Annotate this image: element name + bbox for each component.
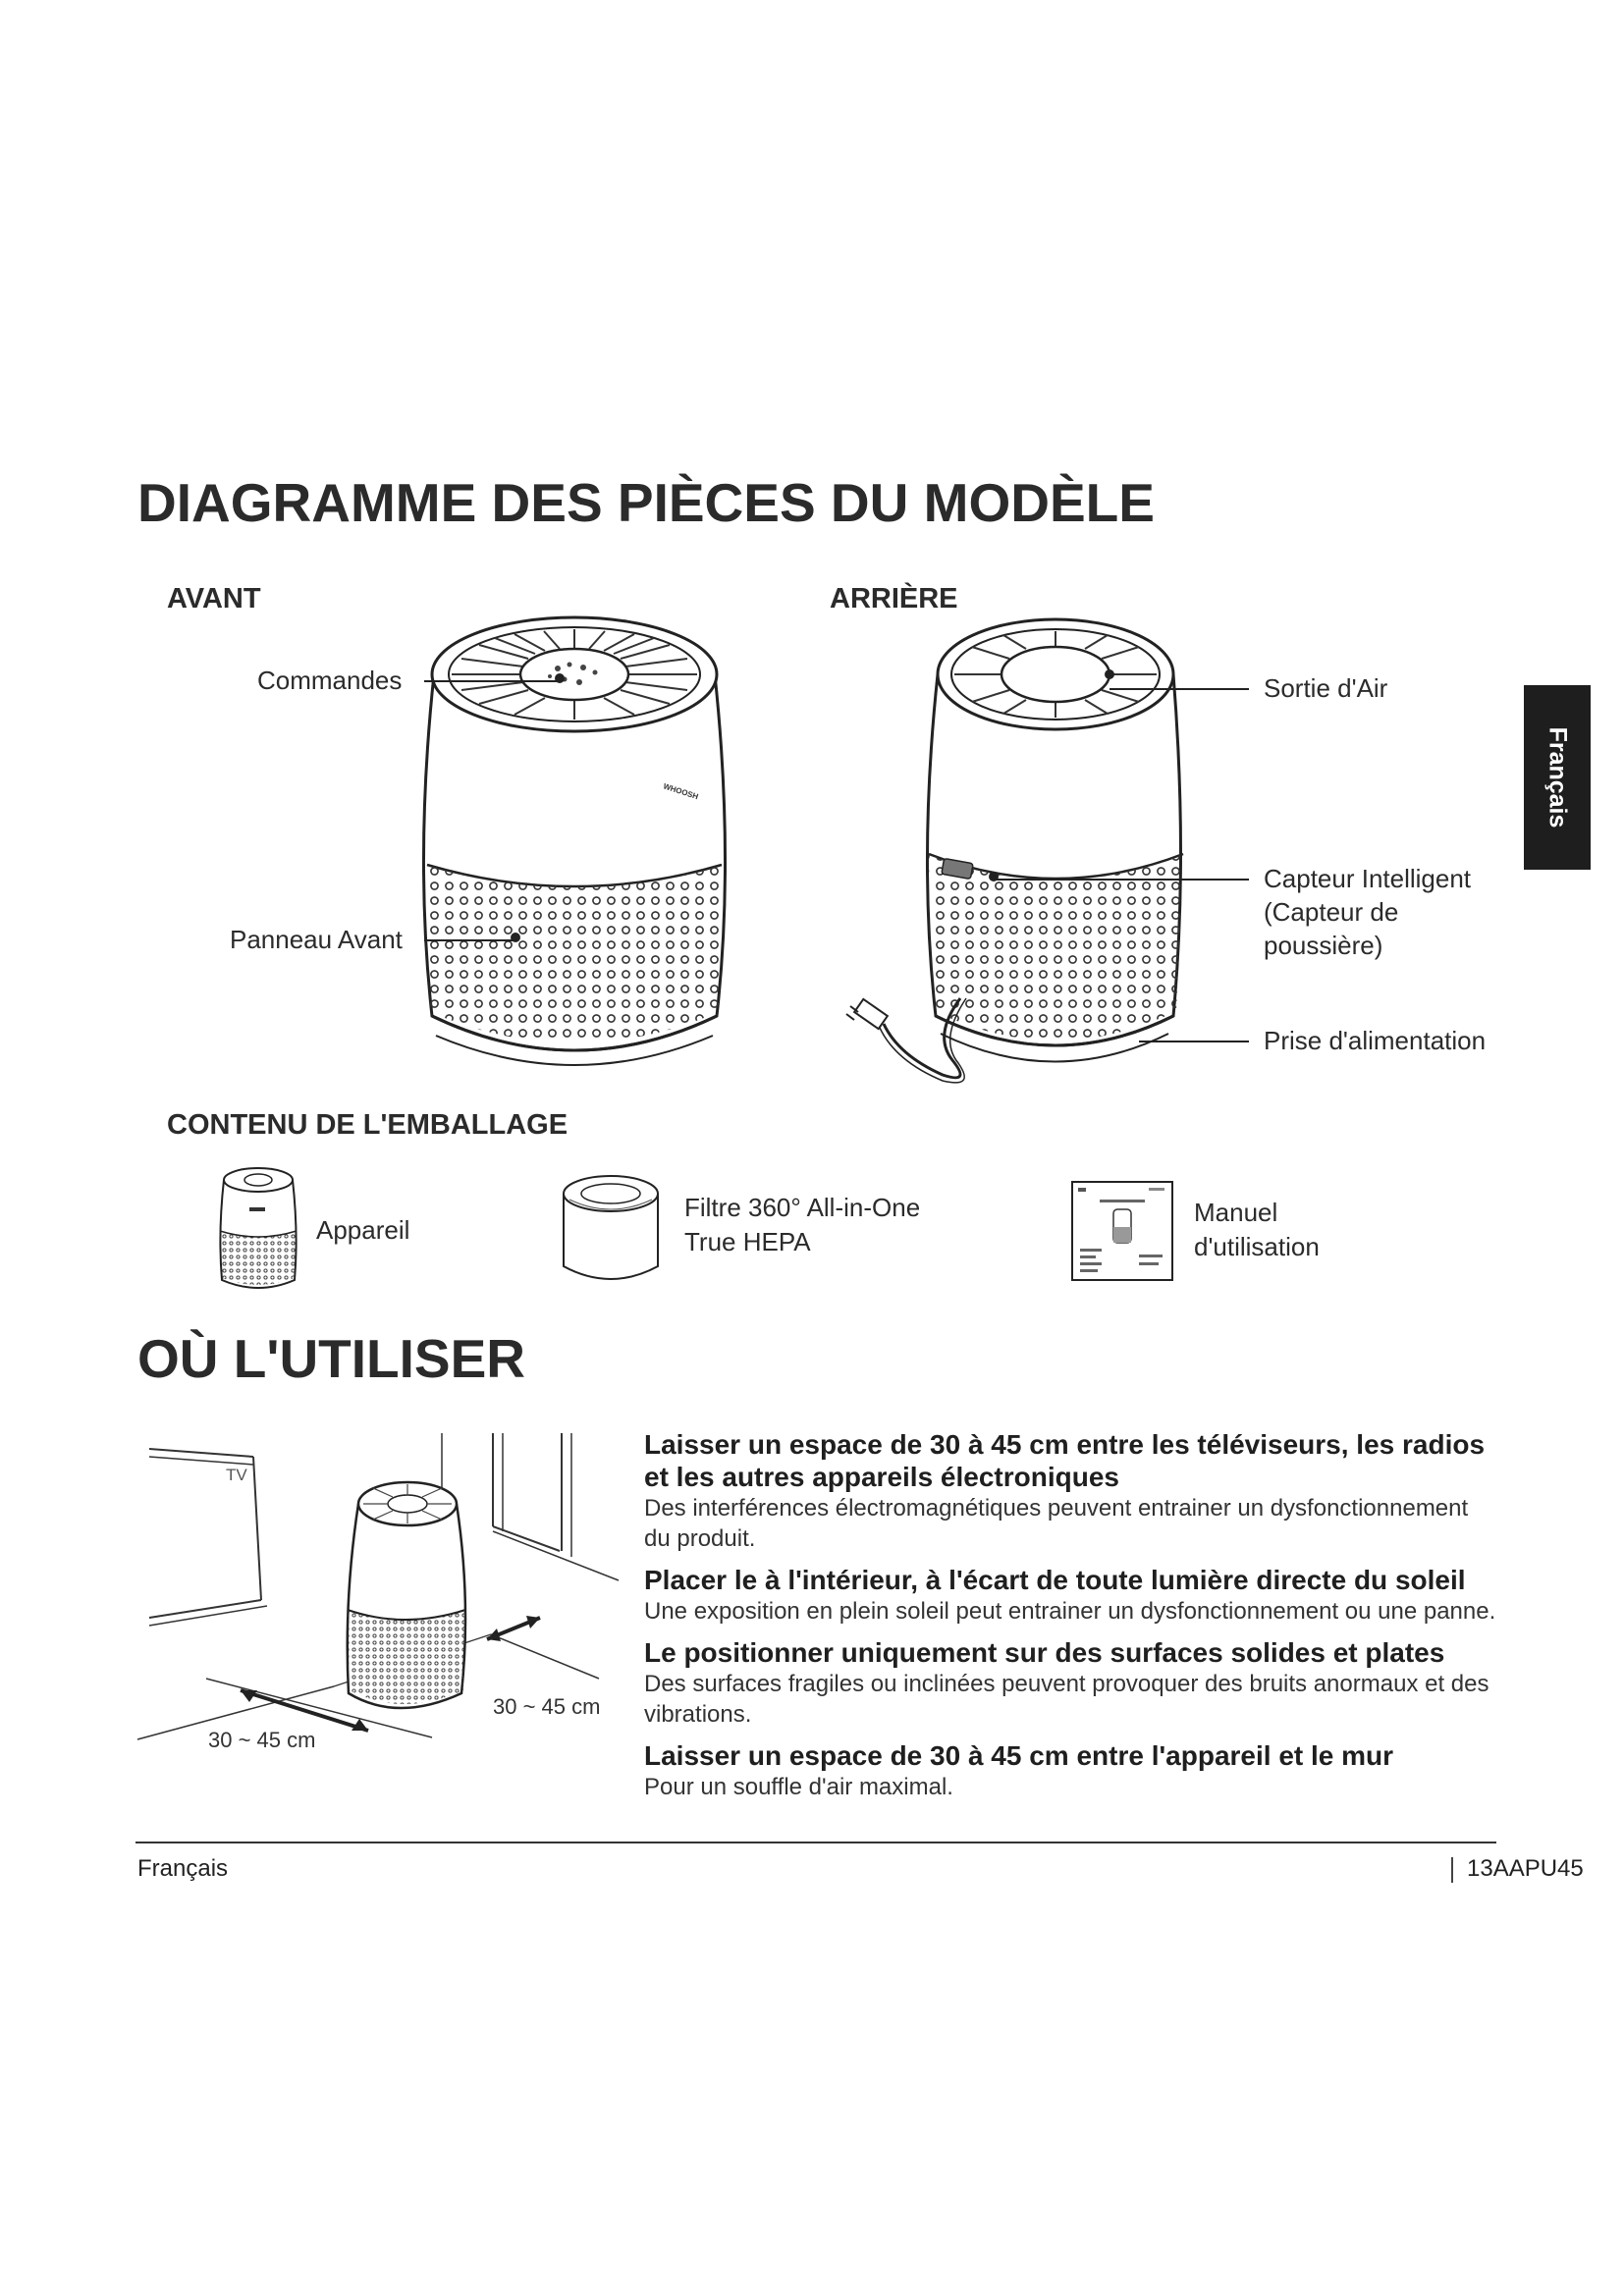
tip-4 — [644, 1739, 1498, 1802]
footer-language: Français — [137, 1855, 229, 1882]
label-power-plug: Prise d'alimentation — [1264, 1026, 1487, 1055]
front-heading: AVANT — [167, 583, 261, 614]
package-item-filter-line2: True HEPA — [684, 1227, 811, 1256]
placement-tips — [644, 1428, 1498, 1802]
tip-2-title: Placer le à l'intérieur, à l'écart de toute lumière directe du soleil — [644, 1565, 1466, 1595]
where-title: OÙ L'UTILISER — [137, 1328, 526, 1389]
tip-1-title: Laisser un espace de 30 à 45 cm entre les téléviseurs, les radios et les autres appareils électroniques — [644, 1429, 1486, 1492]
distance-tv-label: 30 ~ 45 cm — [208, 1728, 316, 1752]
tip-2 — [644, 1564, 1498, 1627]
footer-model-text: 13AAPU45 — [1467, 1855, 1584, 1882]
package-unit-icon — [214, 1164, 302, 1298]
footer-divider — [135, 1842, 1496, 1843]
label-air-outlet: Sortie d'Air — [1264, 673, 1388, 703]
back-heading: ARRIÈRE — [830, 583, 958, 614]
side-tab-label: Français — [1543, 726, 1572, 828]
footer-model — [1451, 1855, 1591, 1883]
front-logo: WHOOSH — [662, 781, 700, 802]
label-smart-sensor: Capteur Intelligent — [1264, 864, 1472, 893]
tv-label: TV — [226, 1466, 247, 1484]
packaging-heading: CONTENU DE L'EMBALLAGE — [167, 1109, 568, 1141]
package-manual-icon — [1070, 1180, 1174, 1282]
package-item-filter: Filtre 360° All-in-One — [684, 1193, 921, 1222]
label-controls: Commandes — [257, 666, 403, 695]
package-item-manual-line2: d'utilisation — [1194, 1232, 1320, 1261]
label-smart-sensor-line2: (Capteur de — [1264, 897, 1399, 927]
tip-1 — [644, 1428, 1498, 1554]
tip-3-title: Le positionner uniquement sur des surfaces solides et plates — [644, 1637, 1445, 1668]
page-title: DIAGRAMME DES PIÈCES DU MODÈLE — [137, 472, 1155, 533]
label-smart-sensor-line3: poussière) — [1264, 931, 1383, 960]
tip-3-desc: Des surfaces fragiles ou inclinées peuvent provoquer des bruits anormaux et des vibrations. — [644, 1671, 1489, 1728]
language-side-tab — [1524, 685, 1591, 870]
tip-4-desc: Pour un souffle d'air maximal. — [644, 1774, 953, 1800]
package-filter-icon — [558, 1172, 664, 1288]
tip-3 — [644, 1636, 1498, 1730]
package-item-manual: Manuel — [1194, 1198, 1278, 1227]
tip-2-desc: Une exposition en plein soleil peut entrainer un dysfonctionnement ou une panne. — [644, 1598, 1496, 1625]
tip-1-desc: Des interférences électromagnétiques peuvent entrainer un dysfonctionnement du produit. — [644, 1495, 1469, 1552]
distance-wall-label: 30 ~ 45 cm — [493, 1694, 601, 1719]
package-item-unit: Appareil — [316, 1215, 410, 1245]
placement-diagram — [137, 1433, 619, 1767]
tip-4-title: Laisser un espace de 30 à 45 cm entre l'appareil et le mur — [644, 1740, 1394, 1771]
label-front-panel: Panneau Avant — [230, 925, 403, 954]
